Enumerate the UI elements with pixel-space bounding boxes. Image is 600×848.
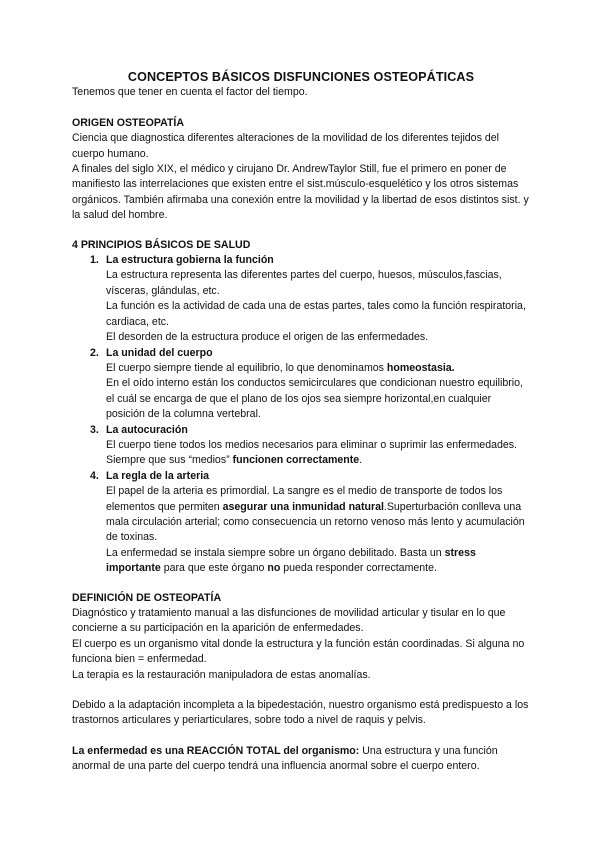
principios-heading: 4 PRINCIPIOS BÁSICOS DE SALUD [72,238,251,251]
principio-1-line-3: El desorden de la estructura produce el origen de las enfermedades. [106,331,429,344]
document-page [72,70,530,775]
definicion-paragraph-3: La terapia es la restauración manipuladora de estas anomalías. [72,668,371,681]
definicion-paragraph-5-text: Una estructura y una función anormal de una parte del cuerpo tendrá una influencia anormal sobre el cuerpo entero. [72,744,498,773]
principio-4-text-c: La enfermedad se instala siempre sobre un órgano debilitado. Basta un [106,546,445,559]
principio-3-text: El cuerpo tiene todos los medios necesarios para eliminar o suprimir las enfermedades. Siempre que sus “medios” [106,438,518,467]
definicion-paragraph-1: Diagnóstico y tratamiento manual a las disfunciones de movilidad articular y tisular en lo que concierne a su participación en la aparición de enfermedades. [72,607,506,635]
principio-4-text-b: .Superturbación conlleva una mala circulación arterial; como consecuencia un retorno venoso más lento y acumulación de toxinas. [106,500,525,544]
principio-number-2: 2. [90,346,99,359]
inmunidad-natural-term: asegurar una inmunidad natural [222,500,384,513]
principio-item-2 [90,346,530,423]
principio-4-line-2 [106,546,530,577]
principio-2-text: El cuerpo siempre tiende al equilibrio, lo que denominamos [106,361,387,374]
origen-paragraph-2: A finales del siglo XIX, el médico y cirujano Dr. AndrewTaylor Still, fue el primero en poner de manifiesto las interrelaciones que existen entre el sist.músculo-esquelético y los otros sistemas orgánicos. También afirmaba una conexión entre la movilidad y la libertad de esos distintos sist. y la salud del hombre. [72,163,529,222]
principio-4-text-e: pueda responder correctamente. [280,562,437,575]
principio-title-1: La estructura gobierna la función [106,254,274,267]
definicion-heading: DEFINICIÓN DE OSTEOPATÍA [72,591,222,604]
principio-title-2: La unidad del cuerpo [106,346,213,359]
definicion-paragraph-4: Debido a la adaptación incompleta a la bipedestación, nuestro organismo está predispuesto a los trastornos articulares y periarticulares, sobre todo a nivel de raquis y pelvis. [72,699,529,727]
enfermedad-reaccion-total: La enfermedad es una REACCIÓN TOTAL del organismo: [72,744,360,757]
principio-2-line-2: En el oído interno están los conductos semicirculares que condicionan nuestro equilibrio, el cuál se encarga de que el plano de los ojos sea siempre horizontal,en cualquier posición de la columna vertebral. [106,377,523,421]
intro-text: Tenemos que tener en cuenta el factor del tiempo. [72,86,308,99]
principio-3-line-1 [106,438,530,469]
principio-title-4: La regla de la arteria [106,469,210,482]
definicion-paragraph-5 [72,744,530,775]
principio-item-4 [90,469,530,577]
origen-heading: ORIGEN OSTEOPATÍA [72,116,185,129]
document-title: CONCEPTOS BÁSICOS DISFUNCIONES OSTEOPÁTICAS [127,70,475,84]
principio-4-line-1 [106,484,530,546]
principio-title-3: La autocuración [106,423,188,436]
no-term: no [267,562,281,575]
principio-2-line-1 [106,361,530,376]
principio-number-3: 3. [90,423,99,436]
spacer [72,683,530,698]
origen-paragraph-1: Ciencia que diagnostica diferentes alteraciones de la movilidad de los diferentes tejidos del cuerpo humano. [72,132,499,160]
principio-item-1 [90,253,530,345]
funcionen-correctamente-term: funcionen correctamente [232,454,360,467]
principio-1-line-1: La estructura representa las diferentes partes del cuerpo, huesos, músculos,fascias, vísceras, glándulas, etc. [106,269,502,297]
principio-3-period: . [359,454,363,467]
principios-list [72,253,530,577]
principio-4-text-a: El papel de la arteria es primordial. La sangre es el medio de transporte de todos los elementos que permiten [106,485,503,513]
definicion-paragraph-2: El cuerpo es un organismo vital donde la estructura y la función están coordinadas. Si alguna no funciona bien = enfermedad. [72,637,525,666]
principio-item-3 [90,423,530,469]
stress-importante-term: stress importante [106,546,476,575]
principio-number-1: 1. [90,254,99,267]
homeostasia-term: homeostasia. [386,361,455,374]
principio-1-line-2: La función es la actividad de cada una de estas partes, tales como la función respiratoria, cardiaca, etc. [106,300,526,328]
spacer [72,729,530,744]
principio-4-text-d: para que este órgano [160,562,268,575]
principio-number-4: 4. [90,469,99,482]
